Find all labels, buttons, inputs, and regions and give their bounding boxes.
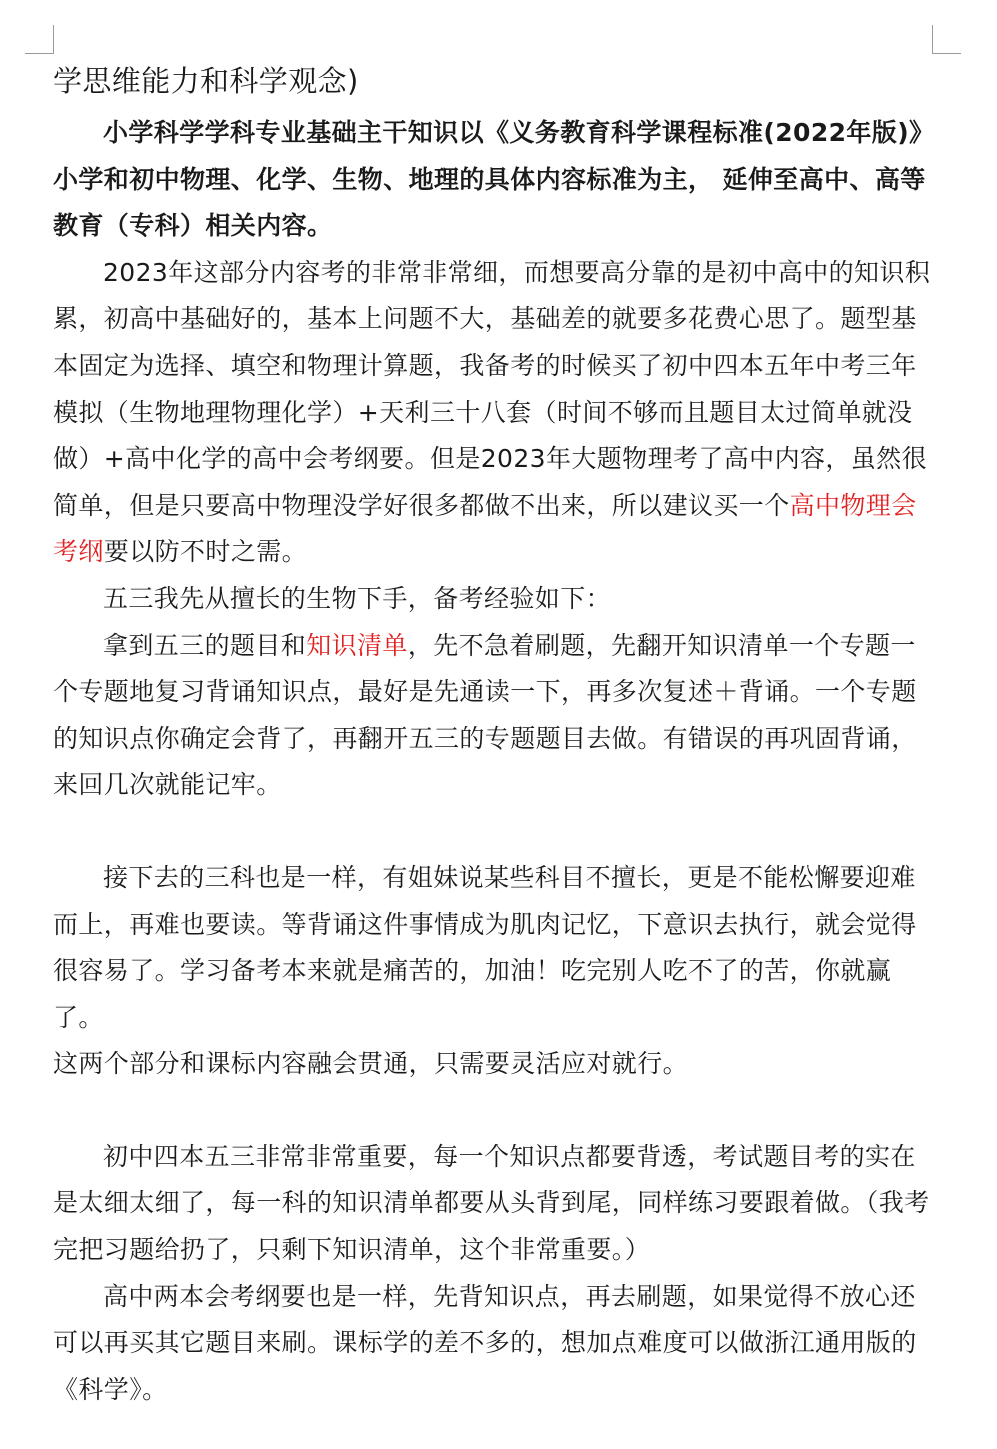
page-corner-mark-top-right <box>932 25 961 54</box>
paragraph-biology-start: 五三我先从擅长的生物下手，备考经验如下： <box>103 583 612 613</box>
paragraph-other-subjects: 接下去的三科也是一样，有姐妹说某些科目不擅长，更是不能松懈要迎难而上，再难也要读。等背诵这件事情成为肌肉记忆，下意识去执行，就会觉得很容易了。学习备考本来就是痛苦的，加油！吃完别人吃不了的苦，你就赢了。 <box>53 862 917 1032</box>
paragraph-study-method <box>53 623 931 809</box>
paragraph-high-school-outline: 高中两本会考纲要也是一样，先背知识点，再去刷题，如果觉得不放心还可以再买其它题目来刷。课标学的差不多的，想加点难度可以做浙江通用版的《科学》。 <box>53 1281 917 1404</box>
paragraph-study-method-text: 拿到五三的题目和 <box>103 630 307 660</box>
paragraph-integration: 这两个部分和课标内容融会贯通，只需要灵活应对就行。 <box>53 1049 689 1079</box>
paragraph-study-method-tail: ，先不急着刷题，先翻开知识清单一个专题一个专题地复习背诵知识点，最好是先通读一下，再多次复述＋背诵。一个专题的知识点你确定会背了，再翻开五三的专题题目去做。有错误的再巩固背诵，来回几次就能记牢。 <box>53 630 917 800</box>
bold-intro-paragraph: 小学科学学科专业基础主干知识以《义务教育科学课程标准(2022年版)》小学和初中物理、化学、生物、地理的具体内容标准为主， 延伸至高中、高等教育（专科）相关内容。 <box>53 118 926 241</box>
highlight-knowledge-list: 知识清单 <box>306 630 408 660</box>
title-fragment: 学思维能力和科学观念) <box>53 64 359 98</box>
paragraph-middle-school-books: 初中四本五三非常非常重要，每一个知识点都要背透，考试题目考的实在是太细太细了，每一科的知识清单都要从头背到尾，同样练习要跟着做。（我考完把习题给扔了，只剩下知识清单，这个非常重要。） <box>53 1141 930 1265</box>
highlight-physics-outline: 高中物理会考纲 <box>53 490 917 567</box>
paragraph-2023-exam <box>53 250 931 576</box>
paragraph-2023-exam-tail: 要以防不时之需。 <box>103 537 308 567</box>
paragraph-2023-exam-text: 2023年这部分内容考的非常非常细，而想要高分靠的是初中高中的知识积累，初高中基础好的，基本上问题不大，基础差的就要多花费心思了。题型基本固定为选择、填空和物理计算题，我备考的时候买了初中四本五年中考三年模拟（生物地理物理化学）+天利三十八套（时间不够而且题目太过简单就没做）+高中化学的高中会考纲要。但是2023年大题物理考了高中内容，虽然很简单，但是只要高中物理没学好很多都做不出来，所以建议买一个 <box>53 257 931 520</box>
document-page <box>53 58 931 1413</box>
page-corner-mark-top-left <box>25 25 54 54</box>
